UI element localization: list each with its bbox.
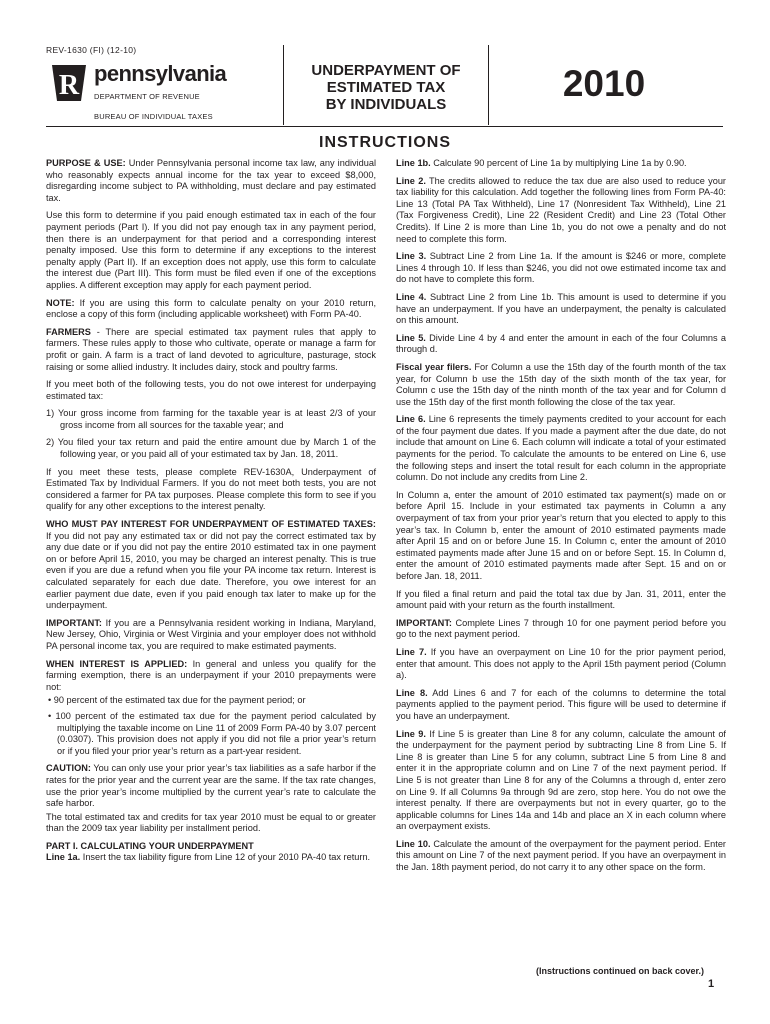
line-10-paragraph: Line 10. Calculate the amount of the overpayment for the payment period. Enter this amount on Line 7 of the next payment period. If you have an overpayment in the Jan. 18th payment period, do not carry it to any other space on the form. [396,838,726,873]
line-1b-paragraph: Line 1b. Calculate 90 percent of Line 1a by multiplying Line 1a by 0.90. [396,158,687,168]
right-column [396,158,726,880]
form-title-line-2: ESTIMATED TAX [326,79,446,96]
form-title-line-3: BY INDIVIDUALS [325,96,447,113]
fiscal-year-paragraph: Fiscal year filers. For Column a use the 15th day of the fourth month of the tax year, for Column b use the 15th day of the sixth month of the tax year, for Column c use the 15th day of the ninth month of the tax year and for Column d use the 15th day of the first month following the close of the tax year. [396,361,726,407]
line-5-paragraph: Line 5. Divide Line 4 by 4 and enter the amount in each of the four Columns a through d. [396,332,726,355]
important-right-paragraph: IMPORTANT: Complete Lines 7 through 10 for one payment period before you go to the next payment period. [396,617,726,640]
form-id: REV-1630 (FI) (12-10) [46,45,137,55]
test-1: 1) Your gross income from farming for the taxable year is at least 2/3 of your gross income from all sources for the taxable year; and [46,408,376,430]
farmers-paragraph [46,327,376,373]
caution-heading: CAUTION: [46,763,91,774]
farmers-text: - There are special estimated tax payment rules that apply to farmers. These rules apply to those who cultivate, operate or manage a farm for profit or gain. A farm is a tract of land devoted to agriculture, pasturage, stock raising or some allied industry. It includes dairy, stock and poultry farms. [46,326,376,372]
continued-note: (Instructions continued on back cover.) [535,966,704,976]
prepayment-list [46,695,376,757]
total-estimated-paragraph: The total estimated tax and credits for tax year 2010 must be equal to or greater than the 2009 tax year liability per installment period. [46,811,376,834]
left-column [46,158,376,864]
important-text: If you are a Pennsylvania resident working in Indiana, Maryland, New Jersey, Ohio, Virginia or West Virginia and your employer does not withhold PA personal income tax, you are required to make estimated payments. [46,617,376,651]
final-return-paragraph: If you filed a final return and paid the total tax due by Jan. 31, 2011, enter the amount paid with your return as the fourth installment. [396,588,726,611]
logo-letter: R [58,70,80,101]
line-8-paragraph: Line 8. Add Lines 6 and 7 for each of the columns to determine the total payments applied to the payment period. This figure will be used to determine if you have an underpayment. [396,687,726,721]
brand-name: pennsylvania [94,61,227,86]
column-a-paragraph: In Column a, enter the amount of 2010 estimated tax payment(s) made on or before April 15. Include in your estimated tax payments in Column a any overpayment of tax from your prior year’s return that you elected to apply to this year’s tax. In Column b, enter the amount of 2010 estimated payments made after April 15 and on or before June 15. In Column c, enter the amount of 2010 estimated payments made after June 15 and on or before Sept. 15. In Column d, enter the amount of 2010 estimated payments made after Sept. 15 and on or before Jan. 18, 2011. [396,489,726,581]
tax-year: 2010 [562,63,646,104]
who-must-pay-heading: WHO MUST PAY INTEREST FOR UNDERPAYMENT OF ESTIMATED TAXES: [46,519,376,530]
part-1-heading: PART I. CALCULATING YOUR UNDERPAYMENT [46,840,254,851]
line-9-paragraph: Line 9. If Line 5 is greater than Line 8 for any column, calculate the amount of the underpayment for the payment period by subtracting Line 8 from Line 5. If Line 8 is greater than Line 5 for any column, subtract Line 5 from Line 8 and enter it in the appropriate column and on Line 7 of the next payment period. If Line 5 is not greater than Line 8 for any of the Columns a through d, enter zero on Line 9. If all Columns 9a through 9d are zero, stop here. You do not owe the interest penalty. If there are overpayments but not in every quarter, go to the applicable columns for Lines 14a and 14b and place an X in each column where an overpayment exists. [396,728,726,832]
tests-intro: If you meet both of the following tests, you do not owe interest for underpaying estimated tax: [46,379,376,401]
use-paragraph: Use this form to determine if you paid enough estimated tax in each of the four payment periods (Part I). If you did not pay enough tax in any payment period, then there is an underpayment for that period and a corresponding interest penalty imposed. Use this form to determine if any exceptions to the interest penalty apply (Part II). If an exception does not apply, use this form to calculate the interest due (Part III). This form must be filed even if one of the exceptions applies. A different exception may apply for each payment period. [46,210,376,290]
caution-text: You can only use your prior year’s tax liabilities as a safe harbor if the rates for the prior year and the current year are the same. If the tax rate changes, use the prior year’s income multiplied by the current year’s rate to calculate the safe harbor. [46,763,376,809]
line-6-paragraph: Line 6. Line 6 represents the timely payments credited to your account for each of the four payment due dates. If you made a payment after the due date, do not include that amount on Line 6. Each column will indicate a total of your estimated payments for the period. To calculate the amounts to be entered on Line 6, use the following steps and insert the total result for each column in the appropriate column. Do not include any credits from Line 2. [396,414,726,483]
when-interest-text: In general and unless you qualify for the farming exemption, there is an underpayment if your 2010 prepayments were not: [46,658,376,692]
line-1a-text: Insert the tax liability figure from Line 12 of your 2010 PA-40 tax return. [80,852,371,863]
form-title-line-1: UNDERPAYMENT OF [311,62,461,79]
test-2: 2) You filed your tax return and paid the entire amount due by March 1 of the following year, or you paid all of your estimated tax by Jan. 18, 2011. [46,437,376,460]
important-paragraph [46,618,376,653]
important-heading: IMPORTANT: [46,617,102,628]
line-3-paragraph: Line 3. Subtract Line 2 from Line 1a. If the amount is $246 or more, complete Lines 4 through 10. If less than $246, you did not owe estimated income tax and do not have to complete this form. [396,251,726,285]
note-paragraph [46,298,376,321]
keystone-logo [48,62,90,104]
meet-tests-paragraph: If you meet these tests, please complete REV-1630A, Underpayment of Estimated Tax by Individual Farmers. If you do not meet both tests, you are not considered a farmer for PA tax purposes. Please complete this form to see if you qualify for any other exceptions to the interest penalty. [46,466,376,512]
instructions-heading: INSTRUCTIONS [319,134,451,151]
list-item: • 100 percent of the estimated tax due for the payment period calculated by multiplying the taxable income on Line 11 of 2009 Form PA-40 by 3.07 percent (0.0307). This provision does not apply if you did not file a prior year’s return or if you filed your prior year’s return as a part-year resident. [48,710,376,756]
bureau-name: BUREAU OF INDIVIDUAL TAXES [94,112,213,121]
line-7-paragraph: Line 7. If you have an overpayment on Line 10 for the prior payment period, enter that amount. This does not apply to the April 15th payment period (Column a). [396,646,726,681]
when-interest-heading: WHEN INTEREST IS APPLIED: [46,658,188,669]
purpose-heading: PURPOSE & USE: [46,158,126,168]
who-must-pay-text: If you did not pay any estimated tax or did not pay the correct estimated tax by any due date or if you did not pay the entire 2010 estimated tax in one payment on or before April 15, 2010, you may be charged an interest penalty. This is true even if you are due a refund when you file your PA income tax return. Interest is calculated separately for each due date. Therefore, you owe interest for an earlier payment due date, even if you paid enough tax later to make up for the underpayment. [46,530,376,611]
line-1a-heading: Line 1a. [46,852,81,863]
part-1-section [46,841,376,864]
list-item: • 90 percent of the estimated tax due for the payment period; or [48,695,306,706]
line-4-paragraph: Line 4. Subtract Line 2 from Line 1b. This amount is used to determine if you have an underpayment. If you have an underpayment, the penalty is calculated on this amount. [396,291,726,326]
department-name: DEPARTMENT OF REVENUE [94,92,200,101]
farmers-heading: FARMERS [46,326,91,337]
purpose-paragraph [46,158,376,204]
when-interest-paragraph [46,659,376,694]
note-heading: NOTE: [46,297,75,308]
note-text: If you are using this form to calculate penalty on your 2010 return, enclose a copy of this form (including applicable worksheet) with Form PA-40. [46,297,376,320]
who-must-pay-paragraph [46,519,376,612]
caution-paragraph [46,763,376,809]
line-2-paragraph: Line 2. The credits allowed to reduce the tax due are also used to reduce your tax liability for this calculation. Add together the following lines from Form PA-40: Line 13 (Total PA Tax Withheld), Line 17 (Nonresident Tax Withheld), Line 21 (Tax Forgiveness Credit), Line 22 (Resident Credit) and Line 23 (Total Other Credits). If Line 2 is more than Line 1b, you do not owe a penalty and do not need to complete this form. [396,175,726,244]
form-title [284,62,488,113]
page-number: 1 [708,978,715,990]
purpose-text: Under Pennsylvania personal income tax law, any individual who reasonably expects annual income for the tax year to exceed $8,000, disregarding income subject to PA withholding, must declare and pay estimated tax. [46,158,376,203]
header-rule [46,126,723,127]
